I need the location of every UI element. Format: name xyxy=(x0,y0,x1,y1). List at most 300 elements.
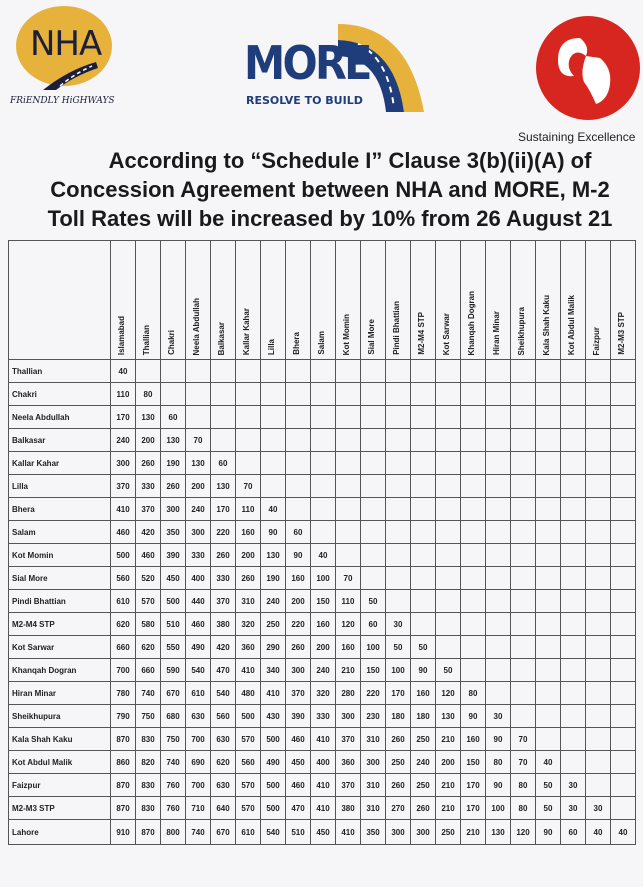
toll-cell: 500 xyxy=(236,705,261,728)
row-label: M2-M3 STP xyxy=(9,797,111,820)
toll-cell xyxy=(536,636,561,659)
column-header xyxy=(386,241,411,360)
toll-cell xyxy=(561,659,586,682)
toll-cell: 30 xyxy=(586,797,611,820)
toll-cell: 100 xyxy=(361,636,386,659)
toll-cell: 500 xyxy=(261,728,286,751)
column-header-label: Lilla xyxy=(267,338,276,355)
toll-cell xyxy=(286,475,311,498)
toll-cell: 340 xyxy=(261,659,286,682)
toll-cell: 40 xyxy=(536,751,561,774)
toll-cell xyxy=(436,383,461,406)
toll-cell: 30 xyxy=(486,705,511,728)
row-label: Chakri xyxy=(9,383,111,406)
toll-cell: 230 xyxy=(361,705,386,728)
toll-cell: 310 xyxy=(361,728,386,751)
toll-cell: 90 xyxy=(536,820,561,845)
column-header-label: Salam xyxy=(317,331,326,355)
toll-cell: 750 xyxy=(161,728,186,751)
column-header-label: Islamabad xyxy=(117,315,126,355)
toll-cell xyxy=(361,475,386,498)
toll-cell xyxy=(511,429,536,452)
toll-cell: 330 xyxy=(136,475,161,498)
toll-cell: 240 xyxy=(311,659,336,682)
toll-cell: 40 xyxy=(311,544,336,567)
toll-cell: 210 xyxy=(461,820,486,845)
toll-cell: 400 xyxy=(186,567,211,590)
toll-cell: 40 xyxy=(586,820,611,845)
column-header xyxy=(361,241,386,360)
toll-cell: 70 xyxy=(511,728,536,751)
toll-cell xyxy=(211,360,236,383)
row-label: Kot Abdul Malik xyxy=(9,751,111,774)
toll-cell xyxy=(386,452,411,475)
row-label: Pindi Bhattian xyxy=(9,590,111,613)
toll-cell: 670 xyxy=(161,682,186,705)
toll-cell xyxy=(411,360,436,383)
row-label: Sial More xyxy=(9,567,111,590)
column-header xyxy=(611,241,636,360)
toll-cell xyxy=(336,475,361,498)
toll-cell xyxy=(411,429,436,452)
toll-cell: 250 xyxy=(386,751,411,774)
toll-cell: 180 xyxy=(411,705,436,728)
toll-cell xyxy=(311,498,336,521)
toll-cell: 300 xyxy=(186,521,211,544)
toll-cell xyxy=(586,567,611,590)
toll-cell: 260 xyxy=(136,452,161,475)
toll-cell: 510 xyxy=(286,820,311,845)
toll-cell: 90 xyxy=(411,659,436,682)
toll-cell: 130 xyxy=(186,452,211,475)
toll-cell xyxy=(561,728,586,751)
toll-cell: 540 xyxy=(186,659,211,682)
row-label: Kot Momin xyxy=(9,544,111,567)
toll-cell xyxy=(536,567,561,590)
toll-cell: 760 xyxy=(161,774,186,797)
toll-cell xyxy=(436,544,461,567)
toll-cell xyxy=(261,475,286,498)
toll-cell xyxy=(511,521,536,544)
toll-cell xyxy=(611,452,636,475)
toll-cell: 270 xyxy=(386,797,411,820)
toll-cell: 320 xyxy=(236,613,261,636)
toll-cell xyxy=(536,406,561,429)
toll-cell xyxy=(461,406,486,429)
toll-cell: 80 xyxy=(136,383,161,406)
toll-cell: 660 xyxy=(136,659,161,682)
toll-cell xyxy=(486,521,511,544)
row-label: Thallian xyxy=(9,360,111,383)
column-header xyxy=(286,241,311,360)
toll-cell xyxy=(361,383,386,406)
column-header xyxy=(436,241,461,360)
row-label: Kala Shah Kaku xyxy=(9,728,111,751)
toll-cell: 40 xyxy=(261,498,286,521)
column-header-label: Balkasar xyxy=(217,321,226,355)
toll-cell: 630 xyxy=(211,774,236,797)
toll-cell: 130 xyxy=(136,406,161,429)
toll-cell xyxy=(461,590,486,613)
toll-cell: 80 xyxy=(461,682,486,705)
column-header-label: M2-M4 STP xyxy=(417,312,426,355)
toll-cell xyxy=(436,452,461,475)
toll-cell: 380 xyxy=(336,797,361,820)
row-label: Balkasar xyxy=(9,429,111,452)
toll-cell: 210 xyxy=(436,797,461,820)
toll-cell xyxy=(386,475,411,498)
toll-cell: 590 xyxy=(161,659,186,682)
column-header xyxy=(211,241,236,360)
toll-cell: 170 xyxy=(211,498,236,521)
toll-cell: 250 xyxy=(411,728,436,751)
toll-cell: 240 xyxy=(186,498,211,521)
toll-cell xyxy=(436,590,461,613)
toll-cell xyxy=(586,636,611,659)
toll-cell xyxy=(511,613,536,636)
toll-cell xyxy=(611,590,636,613)
column-header-label: Faizpur xyxy=(592,326,601,355)
toll-cell: 200 xyxy=(286,590,311,613)
toll-cell: 740 xyxy=(161,751,186,774)
toll-cell: 570 xyxy=(236,797,261,820)
row-label: M2-M4 STP xyxy=(9,613,111,636)
column-header xyxy=(536,241,561,360)
toll-cell: 50 xyxy=(436,659,461,682)
toll-cell: 830 xyxy=(136,774,161,797)
toll-cell: 440 xyxy=(186,590,211,613)
toll-cell xyxy=(386,383,411,406)
toll-cell xyxy=(536,383,561,406)
toll-cell xyxy=(536,475,561,498)
toll-cell xyxy=(611,751,636,774)
toll-cell: 560 xyxy=(211,705,236,728)
toll-cell xyxy=(511,383,536,406)
toll-cell xyxy=(486,636,511,659)
toll-cell xyxy=(411,406,436,429)
toll-cell xyxy=(486,613,511,636)
table-row xyxy=(9,728,636,751)
toll-cell xyxy=(411,567,436,590)
table-row xyxy=(9,751,636,774)
toll-cell xyxy=(611,360,636,383)
toll-cell xyxy=(211,406,236,429)
toll-cell: 660 xyxy=(111,636,136,659)
toll-cell xyxy=(486,590,511,613)
toll-cell xyxy=(261,429,286,452)
toll-cell xyxy=(511,475,536,498)
column-header xyxy=(161,241,186,360)
toll-cell: 320 xyxy=(311,682,336,705)
toll-cell: 130 xyxy=(161,429,186,452)
table-row xyxy=(9,498,636,521)
toll-cell: 30 xyxy=(561,797,586,820)
table-row xyxy=(9,452,636,475)
toll-cell: 700 xyxy=(186,774,211,797)
toll-cell xyxy=(461,360,486,383)
toll-cell: 260 xyxy=(386,728,411,751)
toll-cell xyxy=(411,383,436,406)
toll-cell: 370 xyxy=(136,498,161,521)
toll-cell: 310 xyxy=(361,774,386,797)
column-header xyxy=(486,241,511,360)
toll-cell xyxy=(486,406,511,429)
toll-cell: 200 xyxy=(186,475,211,498)
table-row xyxy=(9,544,636,567)
toll-cell: 250 xyxy=(261,613,286,636)
toll-cell xyxy=(261,383,286,406)
toll-cell xyxy=(611,797,636,820)
toll-cell: 80 xyxy=(486,751,511,774)
toll-cell xyxy=(161,383,186,406)
toll-cell xyxy=(461,659,486,682)
toll-cell: 410 xyxy=(311,728,336,751)
toll-cell xyxy=(536,590,561,613)
toll-cell: 50 xyxy=(536,797,561,820)
toll-cell xyxy=(461,452,486,475)
toll-cell xyxy=(586,705,611,728)
toll-cell xyxy=(261,360,286,383)
toll-cell xyxy=(511,406,536,429)
toll-cell xyxy=(611,705,636,728)
toll-cell xyxy=(286,429,311,452)
toll-cell xyxy=(586,774,611,797)
toll-cell: 410 xyxy=(311,797,336,820)
toll-cell: 800 xyxy=(161,820,186,845)
toll-cell xyxy=(461,613,486,636)
toll-cell xyxy=(561,383,586,406)
toll-cell: 100 xyxy=(311,567,336,590)
table-row xyxy=(9,590,636,613)
column-header-label: Bhera xyxy=(292,332,301,355)
toll-cell xyxy=(311,360,336,383)
toll-cell xyxy=(486,452,511,475)
toll-cell: 740 xyxy=(186,820,211,845)
toll-cell xyxy=(461,498,486,521)
toll-cell: 460 xyxy=(286,728,311,751)
toll-cell: 630 xyxy=(186,705,211,728)
column-header-label: Kot Sarwar xyxy=(442,312,451,355)
toll-cell: 420 xyxy=(136,521,161,544)
toll-cell xyxy=(611,383,636,406)
toll-cell: 290 xyxy=(261,636,286,659)
toll-cell xyxy=(511,567,536,590)
toll-cell: 90 xyxy=(486,728,511,751)
toll-cell xyxy=(611,774,636,797)
toll-cell: 130 xyxy=(486,820,511,845)
toll-cell: 260 xyxy=(386,774,411,797)
toll-cell xyxy=(486,383,511,406)
toll-cell: 450 xyxy=(311,820,336,845)
toll-cell: 160 xyxy=(336,636,361,659)
toll-cell xyxy=(461,567,486,590)
table-row xyxy=(9,774,636,797)
toll-cell xyxy=(311,383,336,406)
toll-cell: 610 xyxy=(186,682,211,705)
toll-cell xyxy=(486,567,511,590)
table-row xyxy=(9,521,636,544)
toll-cell xyxy=(436,429,461,452)
toll-cell xyxy=(486,360,511,383)
toll-cell: 60 xyxy=(361,613,386,636)
toll-cell xyxy=(586,475,611,498)
toll-cell: 300 xyxy=(286,659,311,682)
toll-cell: 170 xyxy=(461,797,486,820)
toll-cell: 30 xyxy=(561,774,586,797)
toll-cell: 500 xyxy=(261,774,286,797)
toll-cell xyxy=(586,728,611,751)
toll-cell xyxy=(361,567,386,590)
toll-cell: 110 xyxy=(111,383,136,406)
toll-cell: 300 xyxy=(336,705,361,728)
column-header xyxy=(136,241,161,360)
toll-cell: 260 xyxy=(161,475,186,498)
toll-cell: 160 xyxy=(411,682,436,705)
nha-logo xyxy=(10,4,118,108)
row-label: Kallar Kahar xyxy=(9,452,111,475)
toll-cell xyxy=(436,567,461,590)
more-logo xyxy=(240,18,430,118)
column-header xyxy=(186,241,211,360)
toll-cell: 450 xyxy=(286,751,311,774)
toll-cell: 300 xyxy=(161,498,186,521)
toll-cell xyxy=(511,452,536,475)
toll-cell xyxy=(461,544,486,567)
toll-cell: 350 xyxy=(161,521,186,544)
toll-cell: 520 xyxy=(136,567,161,590)
toll-cell xyxy=(561,636,586,659)
toll-rate-table xyxy=(8,240,636,845)
toll-cell: 200 xyxy=(136,429,161,452)
toll-cell: 560 xyxy=(111,567,136,590)
toll-cell xyxy=(436,475,461,498)
toll-cell: 500 xyxy=(111,544,136,567)
toll-cell: 710 xyxy=(186,797,211,820)
toll-cell: 620 xyxy=(136,636,161,659)
more-logo-word: MORE xyxy=(244,36,370,90)
table-row xyxy=(9,659,636,682)
toll-cell xyxy=(411,544,436,567)
toll-cell: 260 xyxy=(286,636,311,659)
toll-cell: 150 xyxy=(461,751,486,774)
toll-cell: 130 xyxy=(436,705,461,728)
toll-cell xyxy=(536,728,561,751)
toll-cell: 540 xyxy=(211,682,236,705)
toll-cell xyxy=(511,544,536,567)
toll-cell xyxy=(311,452,336,475)
toll-cell xyxy=(536,498,561,521)
row-label: Lahore xyxy=(9,820,111,845)
toll-cell: 180 xyxy=(386,705,411,728)
toll-cell xyxy=(461,383,486,406)
toll-cell: 90 xyxy=(461,705,486,728)
toll-cell: 790 xyxy=(111,705,136,728)
heading-line-2: Concession Agreement between NHA and MORE, M-2 xyxy=(50,177,610,202)
toll-cell: 490 xyxy=(261,751,286,774)
toll-cell: 130 xyxy=(211,475,236,498)
column-header xyxy=(336,241,361,360)
toll-cell xyxy=(336,383,361,406)
toll-cell: 610 xyxy=(111,590,136,613)
column-header xyxy=(111,241,136,360)
toll-cell: 750 xyxy=(136,705,161,728)
toll-cell: 190 xyxy=(161,452,186,475)
table-row xyxy=(9,705,636,728)
table-row xyxy=(9,567,636,590)
column-header-label: Sial More xyxy=(367,319,376,355)
toll-cell: 370 xyxy=(211,590,236,613)
table-row xyxy=(9,406,636,429)
toll-cell: 460 xyxy=(186,613,211,636)
toll-cell: 110 xyxy=(236,498,261,521)
toll-cell xyxy=(386,590,411,613)
toll-cell xyxy=(611,498,636,521)
toll-cell: 130 xyxy=(261,544,286,567)
toll-cell: 210 xyxy=(436,728,461,751)
toll-cell xyxy=(336,452,361,475)
toll-cell: 300 xyxy=(111,452,136,475)
toll-cell: 640 xyxy=(211,797,236,820)
toll-cell: 760 xyxy=(161,797,186,820)
toll-cell: 160 xyxy=(461,728,486,751)
toll-cell: 380 xyxy=(211,613,236,636)
toll-cell: 150 xyxy=(311,590,336,613)
toll-cell: 240 xyxy=(411,751,436,774)
toll-cell xyxy=(386,567,411,590)
toll-cell: 70 xyxy=(236,475,261,498)
toll-cell xyxy=(611,613,636,636)
toll-cell xyxy=(461,429,486,452)
row-label: Kot Sarwar xyxy=(9,636,111,659)
toll-cell xyxy=(411,475,436,498)
toll-cell: 310 xyxy=(361,797,386,820)
toll-cell: 330 xyxy=(186,544,211,567)
toll-cell xyxy=(386,521,411,544)
toll-cell xyxy=(186,360,211,383)
nha-tagline: FRiENDLY HiGHWAYS xyxy=(10,96,115,106)
column-header-label: Kot Abdul Malik xyxy=(567,294,576,355)
toll-cell: 150 xyxy=(361,659,386,682)
toll-cell: 70 xyxy=(336,567,361,590)
column-header xyxy=(511,241,536,360)
toll-cell xyxy=(411,590,436,613)
toll-cell xyxy=(611,636,636,659)
toll-cell xyxy=(361,429,386,452)
toll-cell: 300 xyxy=(386,820,411,845)
toll-cell: 410 xyxy=(261,682,286,705)
toll-cell: 450 xyxy=(161,567,186,590)
ram-head-icon xyxy=(550,28,628,108)
toll-cell: 410 xyxy=(311,774,336,797)
toll-cell xyxy=(536,705,561,728)
toll-cell: 220 xyxy=(211,521,236,544)
toll-cell xyxy=(186,406,211,429)
toll-cell: 210 xyxy=(436,774,461,797)
toll-cell xyxy=(336,498,361,521)
toll-cell xyxy=(511,636,536,659)
toll-cell: 910 xyxy=(111,820,136,845)
toll-cell: 100 xyxy=(486,797,511,820)
toll-cell: 50 xyxy=(536,774,561,797)
toll-cell: 40 xyxy=(111,360,136,383)
toll-cell xyxy=(286,406,311,429)
toll-cell xyxy=(561,751,586,774)
toll-cell xyxy=(586,659,611,682)
toll-cell xyxy=(561,613,586,636)
row-label: Bhera xyxy=(9,498,111,521)
toll-cell: 110 xyxy=(336,590,361,613)
toll-cell: 70 xyxy=(186,429,211,452)
